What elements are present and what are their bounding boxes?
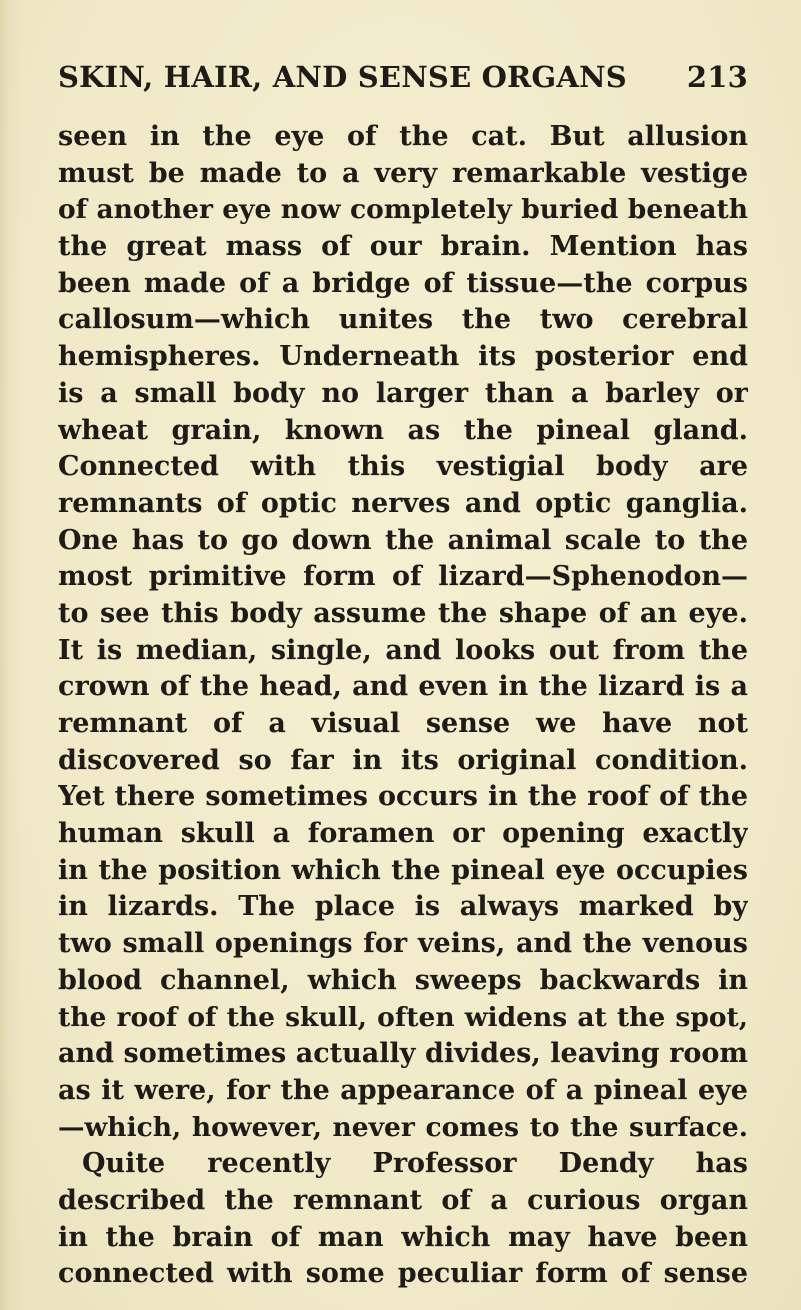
text-line: hemispheres. Underneath its posterior end — [58, 341, 748, 373]
text-line: callosum—which unites the two cerebral — [58, 304, 748, 336]
text-line: been made of a bridge of tissue—the corpus — [58, 267, 748, 299]
running-head — [58, 60, 748, 94]
text-line: —which, however, never comes to the surface. — [58, 1111, 748, 1143]
text-line: to see this body assume the shape of an eye. — [58, 597, 748, 629]
text-line: remnants of optic nerves and optic ganglia. — [58, 487, 748, 519]
text-line: Quite recently Professor Dendy has — [82, 1148, 748, 1180]
text-line: of another eye now completely buried beneath — [58, 194, 748, 226]
running-title: SKIN, HAIR, AND SENSE ORGANS — [58, 60, 627, 94]
text-line: seen in the eye of the cat. But allusion — [58, 121, 748, 152]
text-line: wheat grain, known as the pineal gland. — [58, 414, 748, 446]
text-line: discovered so far in its original condition. — [58, 744, 748, 776]
text-line: and sometimes actually divides, leaving room — [58, 1038, 748, 1070]
text-line: is a small body no larger than a barley or — [58, 377, 748, 409]
text-line: the great mass of our brain. Mention has — [58, 231, 748, 263]
page-number: 213 — [686, 60, 748, 94]
text-line: in lizards. The place is always marked by — [58, 891, 748, 923]
text-line: as it were, for the appearance of a pineal eye — [58, 1074, 748, 1106]
text-line: remnant of a visual sense we have not — [58, 708, 748, 739]
text-line: two small openings for veins, and the venous — [58, 928, 748, 960]
text-line: human skull a foramen or opening exactly — [58, 818, 748, 850]
text-line: One has to go down the animal scale to the — [58, 524, 748, 556]
text-line: It is median, single, and looks out from the — [58, 634, 748, 666]
text-line: the roof of the skull, often widens at the spot, — [58, 1001, 748, 1033]
text-line: connected with some peculiar form of sense — [58, 1258, 748, 1290]
text-line: must be made to a very remarkable vestige — [58, 157, 748, 189]
text-line: described the remnant of a curious organ — [58, 1184, 748, 1216]
text-line: blood channel, which sweeps backwards in — [58, 964, 748, 996]
text-line: in the brain of man which may have been — [58, 1221, 748, 1253]
text-line: Yet there sometimes occurs in the roof of the — [58, 781, 748, 813]
text-line: Connected with this vestigial body are — [58, 451, 748, 483]
text-line: in the position which the pineal eye occupies — [58, 854, 748, 886]
text-line: most primitive form of lizard—Sphenodon— — [58, 561, 748, 593]
body-text — [58, 119, 748, 1293]
text-line: crown of the head, and even in the lizard is a — [58, 671, 748, 703]
